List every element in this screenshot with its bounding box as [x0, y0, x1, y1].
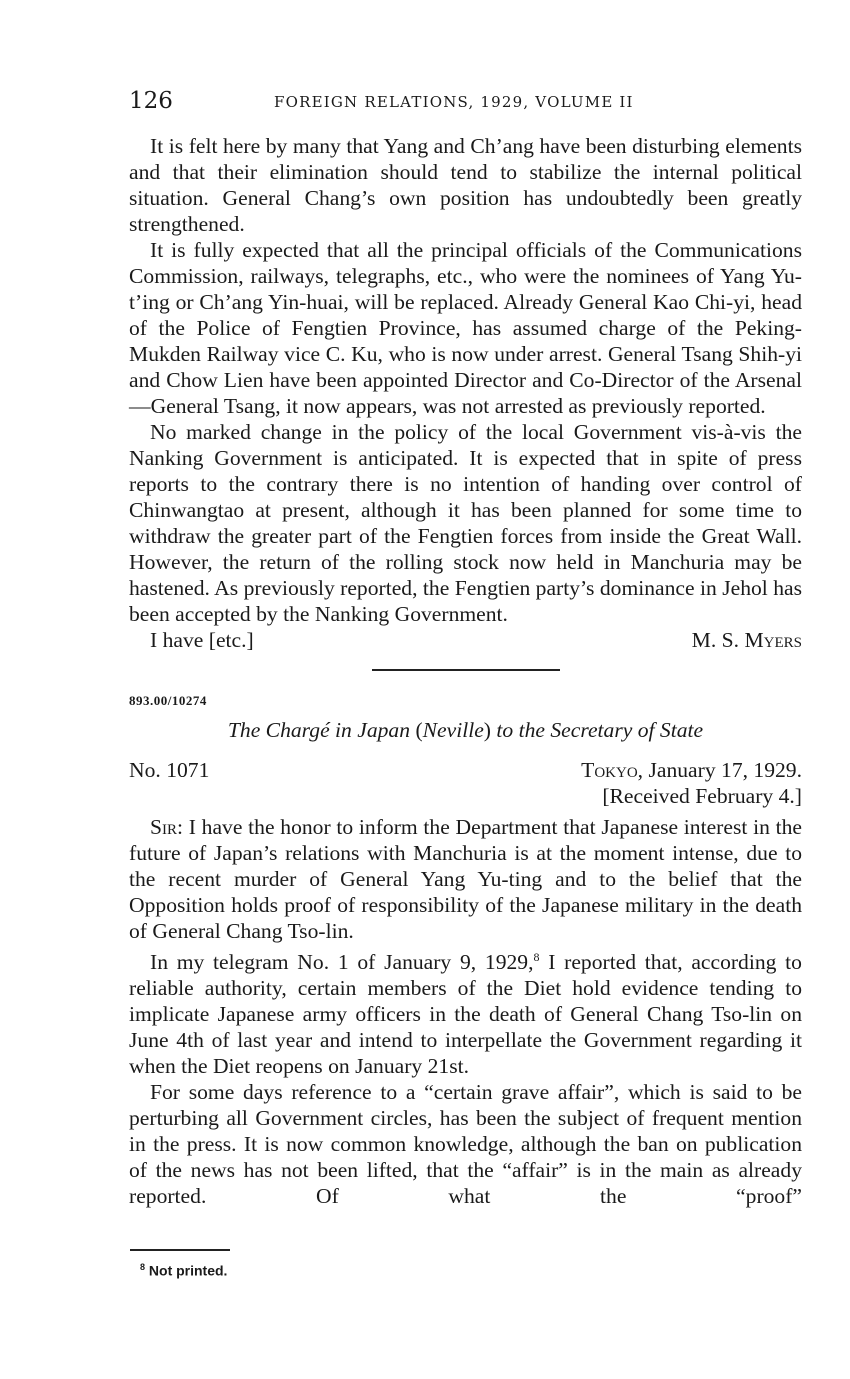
- signature: [692, 627, 802, 653]
- dateline: [129, 757, 802, 783]
- paragraph: For some days reference to a “certain grave affair”, which is said to be perturbing all Government circles, has been the subject of frequent mention in the press. It is now common knowledge, although the ban on publication of the news has not been lifted, that the “affair” is in the main as already reported. Of what the “proof”: [129, 1080, 802, 1209]
- document-title: [129, 717, 802, 743]
- page-number: 126: [129, 88, 173, 114]
- footnote: [140, 1262, 227, 1279]
- salutation: Sir: [150, 815, 178, 839]
- section-divider: [372, 669, 560, 671]
- title-part: The Chargé in Japan: [227, 718, 416, 742]
- title-part: to the Secretary of State: [491, 718, 704, 742]
- date: , January 17, 1929.: [637, 758, 802, 782]
- page-header: [129, 88, 804, 118]
- telegram-text-a: In my telegram No. 1 of January 9, 1929,: [150, 950, 534, 975]
- closing-text: I have [etc.]: [150, 628, 254, 652]
- page-body: [129, 133, 802, 1209]
- footnote-ref: 8: [533, 950, 540, 964]
- salutation-rest: : I have the honor to inform the Department that Japanese interest in the future of Japan’s relations with Manchuria is at the moment intense, due to the recent murder of General Yang Yu-ting and to the belief that the Opposition holds proof of responsibility of the Japanese military in the death of General Chang Tso-lin.: [129, 815, 802, 943]
- paragraph: [129, 944, 802, 1079]
- footnote-divider: [130, 1249, 230, 1251]
- running-title: FOREIGN RELATIONS, 1929, VOLUME II: [274, 93, 634, 111]
- footnote-text: Not printed.: [148, 1262, 228, 1279]
- place-date: [581, 757, 802, 783]
- file-number: 893.00/10274: [129, 693, 207, 708]
- document-number: No. 1071: [129, 758, 210, 782]
- signature-name: Myers: [744, 628, 802, 652]
- received-date: [Received February 4.]: [602, 784, 802, 808]
- paragraph: It is fully expected that all the principal officials of the Communications Commission, railways, telegraphs, etc., who were the nominees of Yang Yu-t’ing or Ch’ang Yin-huai, will be replaced. Already General Kao Chi-yi, head of the Police of Fengtien Province, has assumed charge of the Peking-Mukden Railway vice C. Ku, who is now under arrest. General Tsang Shih-yi and Chow Lien have been appointed Director and Co-Director of the Arsenal—General Tsang, it now appears, was not arrested as previously reported.: [129, 238, 802, 418]
- title-paren: (: [415, 718, 423, 742]
- paragraph: It is felt here by many that Yang and Ch’ang have been disturbing elements and that their elimination should tend to stabilize the internal political situation. General Chang’s own position has undoubtedly been greatly strengthened.: [129, 134, 802, 236]
- title-name: Neville: [422, 718, 484, 742]
- footnote-marker: 8: [140, 1262, 146, 1272]
- paragraph: No marked change in the policy of the local Government vis-à-vis the Nanking Government is anticipated. It is expected that in spite of press reports to the contrary there is no intention of handing over control of Chinwangtao at present, although it has been planned for some time to withdraw the greater part of the Fengtien forces from inside the Great Wall. However, the return of the rolling stock now held in Manchuria may be hastened. As previously reported, the Fengtien party’s dominance in Jehol has been accepted by the Nanking Government.: [129, 420, 802, 626]
- closing-line: [129, 627, 802, 653]
- telegram-text-b: I reported that, according to reliable authority, certain members of the Diet hold evidence tending to implicate Japanese army officers in the death of General Chang Tso-lin on June 4th of last year and intend to interpellate the Government regarding it when the Diet reopens on January 21st.: [129, 950, 802, 1079]
- signature-initials: M. S.: [691, 628, 745, 652]
- place: Tokyo: [581, 758, 638, 782]
- paragraph: [129, 814, 802, 944]
- title-paren: ): [483, 718, 491, 742]
